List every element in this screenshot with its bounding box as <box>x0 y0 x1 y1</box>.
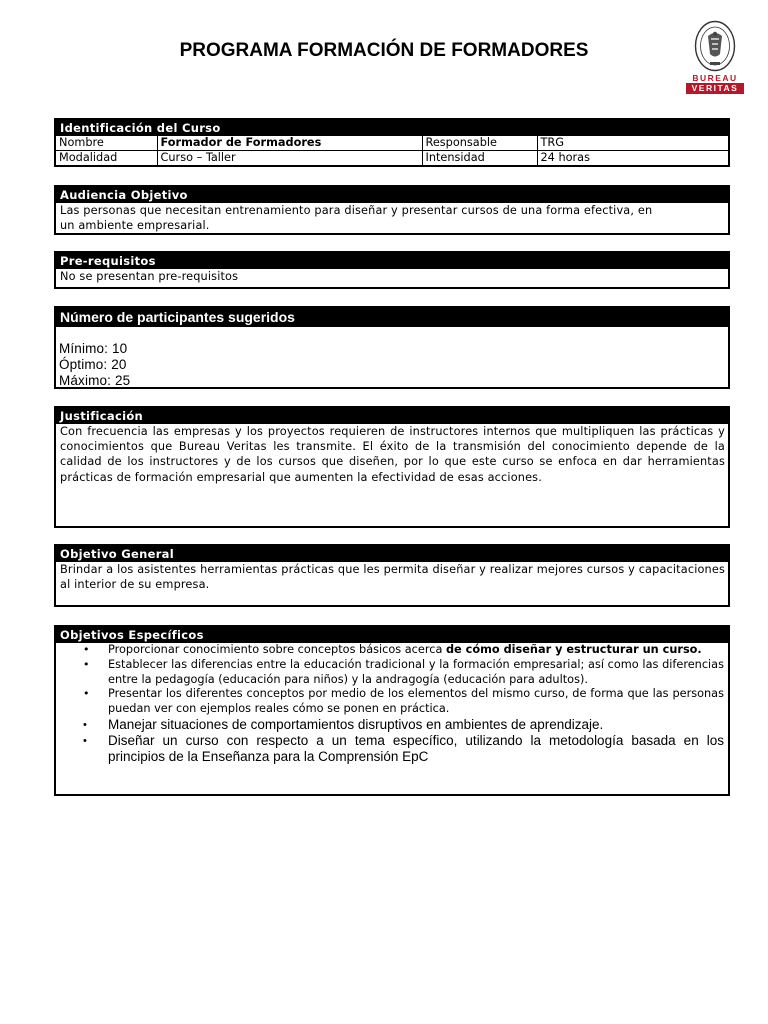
objetivo-1-bold-text: de cómo diseñar y estructurar un curso. <box>445 643 702 656</box>
prerequisitos-text: No se presentan pre-requisitos <box>60 270 239 283</box>
objetivo-general-section <box>54 544 730 607</box>
modalidad-label: Modalidad <box>56 151 157 166</box>
list-item <box>56 733 724 765</box>
intensidad-label: Intensidad <box>422 151 537 166</box>
nombre-value: Formador de Formadores <box>157 136 422 151</box>
identificacion-table <box>56 136 728 165</box>
objetivos-especificos-heading: Objetivos Específicos <box>56 627 728 643</box>
identificacion-heading: Identificación del Curso <box>56 120 728 136</box>
objetivo-5-text: Diseñar un curso con respecto a un tema específico, utilizando la metodología basada en los principios de la Enseñanza para la Comprensión EpC <box>108 732 724 764</box>
justificacion-section <box>54 406 730 528</box>
participantes-heading: Número de participantes sugeridos <box>56 308 728 327</box>
participantes-section <box>54 306 730 389</box>
justificacion-heading: Justificación <box>56 408 728 424</box>
audiencia-line-2: un ambiente empresarial. <box>60 219 210 233</box>
page-title: PROGRAMA FORMACIÓN DE FORMADORES <box>179 40 589 61</box>
prerequisitos-section <box>54 251 730 289</box>
audiencia-heading: Audiencia Objetivo <box>56 187 728 203</box>
participantes-maximo: Máximo: 25 <box>59 373 131 388</box>
identificacion-section <box>54 118 730 167</box>
modalidad-value: Curso – Taller <box>157 151 422 166</box>
audiencia-section <box>54 185 730 235</box>
objetivos-especificos-section <box>54 625 730 796</box>
objetivo-general-text: Brindar a los asistentes herramientas prácticas que les permita diseñar y realizar mejores cursos y capacitaciones al interior de su empresa. <box>60 563 725 592</box>
objetivo-general-heading: Objetivo General <box>56 546 728 562</box>
participantes-optimo: Óptimo: 20 <box>59 357 127 372</box>
bureau-veritas-logo <box>684 20 746 96</box>
objetivo-1-text: Proporcionar conocimiento sobre conceptos básicos acerca <box>108 643 446 656</box>
objetivo-2-text: Establecer las diferencias entre la educación tradicional y la formación empresarial; así como las diferencias entre la pedagogía (educación para niños) y la andragogía (educación para adultos). <box>108 657 724 686</box>
objetivos-list <box>56 643 728 765</box>
bullet-icon: • <box>83 734 87 747</box>
participantes-minimo: Mínimo: 10 <box>59 341 128 356</box>
table-row <box>56 136 728 151</box>
bullet-icon: • <box>83 718 87 731</box>
intensidad-value: 24 horas <box>537 151 728 166</box>
list-item <box>56 687 724 717</box>
participantes-values <box>56 327 728 389</box>
logo-bureau-text: BUREAU <box>692 73 738 83</box>
list-item <box>56 643 724 658</box>
logo-veritas-text: VERITAS <box>686 83 744 94</box>
nombre-label: Nombre <box>56 136 157 151</box>
prerequisitos-heading: Pre-requisitos <box>56 253 728 269</box>
list-item <box>56 717 724 733</box>
bullet-icon: • <box>83 643 90 656</box>
responsable-value: TRG <box>537 136 728 151</box>
table-row <box>56 151 728 166</box>
objetivo-3-text: Presentar los diferentes conceptos por medio de los elementos del mismo curso, de forma que las personas puedan ver con ejemplos reales cómo se ponen en práctica. <box>108 687 724 716</box>
bullet-icon: • <box>83 687 90 701</box>
audiencia-text <box>56 203 728 233</box>
bullet-icon: • <box>83 657 90 671</box>
bureau-veritas-seal-icon <box>694 20 736 72</box>
audiencia-line-1: Las personas que necesitan entrenamiento para diseñar y presentar cursos de una forma efectiva, en <box>60 204 653 217</box>
objetivo-4-text: Manejar situaciones de comportamientos disruptivos en ambientes de aprendizaje. <box>108 716 604 732</box>
responsable-label: Responsable <box>422 136 537 151</box>
list-item <box>56 658 724 688</box>
justificacion-text: Con frecuencia las empresas y los proyectos requieren de instructores internos que multipliquen las prácticas y conocimientos que Bureau Veritas les transmite. El éxito de la transmisión del conocimiento depende de la calidad de los instructores y de los cursos que diseñen, por lo que este curso se enfoca en dar herramientas prácticas de formación empresarial que aumenten la efectividad de esas acciones. <box>60 425 725 484</box>
